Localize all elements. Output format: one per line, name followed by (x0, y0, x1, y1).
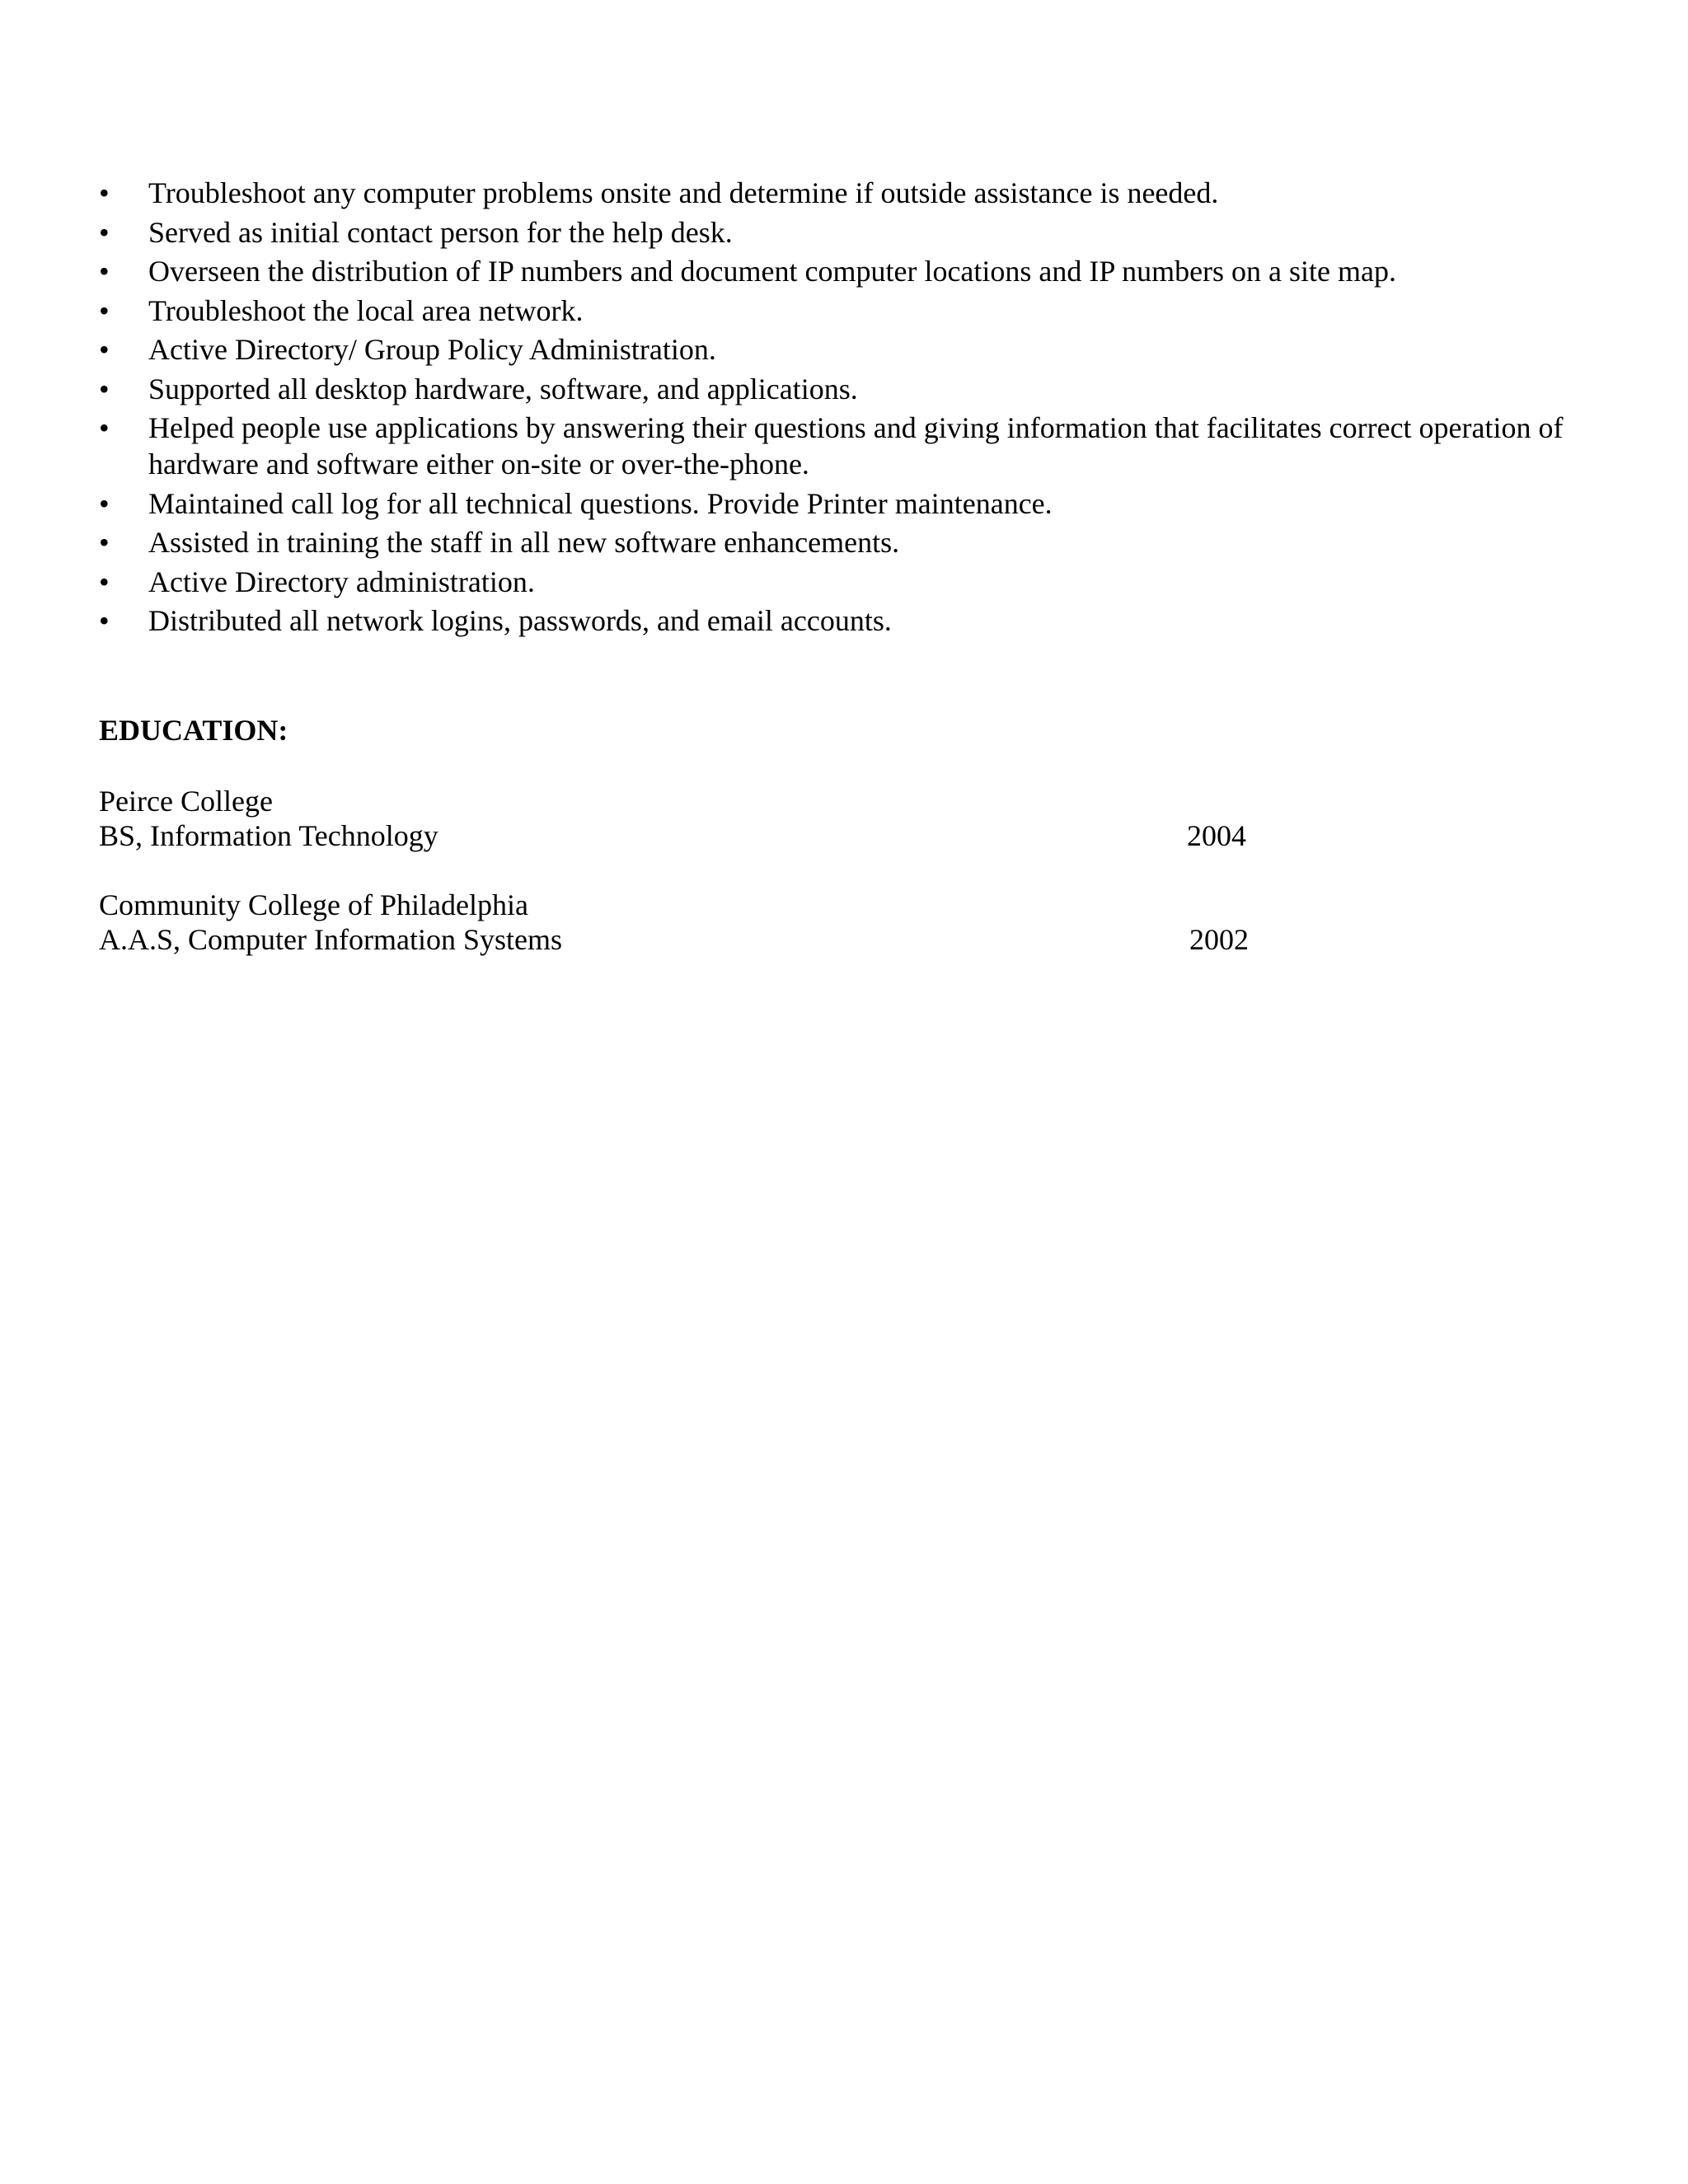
bullet-icon: • (99, 333, 110, 366)
bullet-text: Active Directory administration. (148, 565, 535, 598)
bullet-icon: • (99, 215, 110, 249)
bullet-text: Troubleshoot the local area network. (148, 293, 584, 327)
bullet-text: Helped people use applications by answering their questions and giving information that facilitates correct operation of hardware and software either on-site or over-the-phone. (148, 411, 1564, 480)
bullet-item (99, 214, 1566, 251)
bullet-text: Troubleshoot any computer problems onsite and determine if outside assistance is needed. (148, 176, 1219, 209)
education-entry (99, 784, 1253, 853)
bullet-text: Active Directory/ Group Policy Administration. (148, 333, 716, 366)
experience-bullet-list (99, 175, 1566, 642)
graduation-year: 2002 (1189, 923, 1249, 956)
bullet-text: Assisted in training the staff in all new software enhancements. (148, 526, 900, 559)
bullet-icon: • (99, 565, 110, 598)
bullet-icon: • (99, 486, 110, 520)
bullet-text: Served as initial contact person for the help desk. (148, 215, 733, 249)
education-heading: EDUCATION: (99, 714, 288, 747)
degree-line (99, 922, 1253, 957)
bullet-item (99, 253, 1566, 289)
bullet-icon: • (99, 176, 110, 209)
bullet-text: Overseen the distribution of IP numbers and document computer locations and IP numbers on a site map. (148, 255, 1397, 288)
bullet-icon: • (99, 293, 110, 327)
graduation-year: 2004 (1187, 819, 1246, 852)
school-name: Peirce College (99, 785, 273, 818)
degree-name: BS, Information Technology (99, 819, 438, 852)
bullet-icon: • (99, 526, 110, 559)
bullet-item (99, 485, 1566, 522)
bullet-icon: • (99, 372, 110, 405)
school-name: Community College of Philadelphia (99, 888, 528, 921)
bullet-icon: • (99, 411, 110, 444)
bullet-item (99, 293, 1566, 329)
bullet-item (99, 371, 1566, 407)
bullet-text: Maintained call log for all technical questions. Provide Printer maintenance. (148, 486, 1053, 520)
education-entry (99, 888, 1253, 957)
bullet-text: Distributed all network logins, passwords, and email accounts. (148, 604, 892, 637)
bullet-item (99, 602, 1566, 639)
bullet-item (99, 410, 1566, 482)
bullet-item (99, 175, 1566, 211)
bullet-item (99, 331, 1566, 368)
degree-name: A.A.S, Computer Information Systems (99, 923, 562, 956)
bullet-icon: • (99, 255, 110, 288)
bullet-text: Supported all desktop hardware, software, and applications. (148, 372, 858, 405)
bullet-item (99, 564, 1566, 600)
bullet-item (99, 524, 1566, 560)
bullet-icon: • (99, 604, 110, 637)
degree-line (99, 818, 1253, 853)
